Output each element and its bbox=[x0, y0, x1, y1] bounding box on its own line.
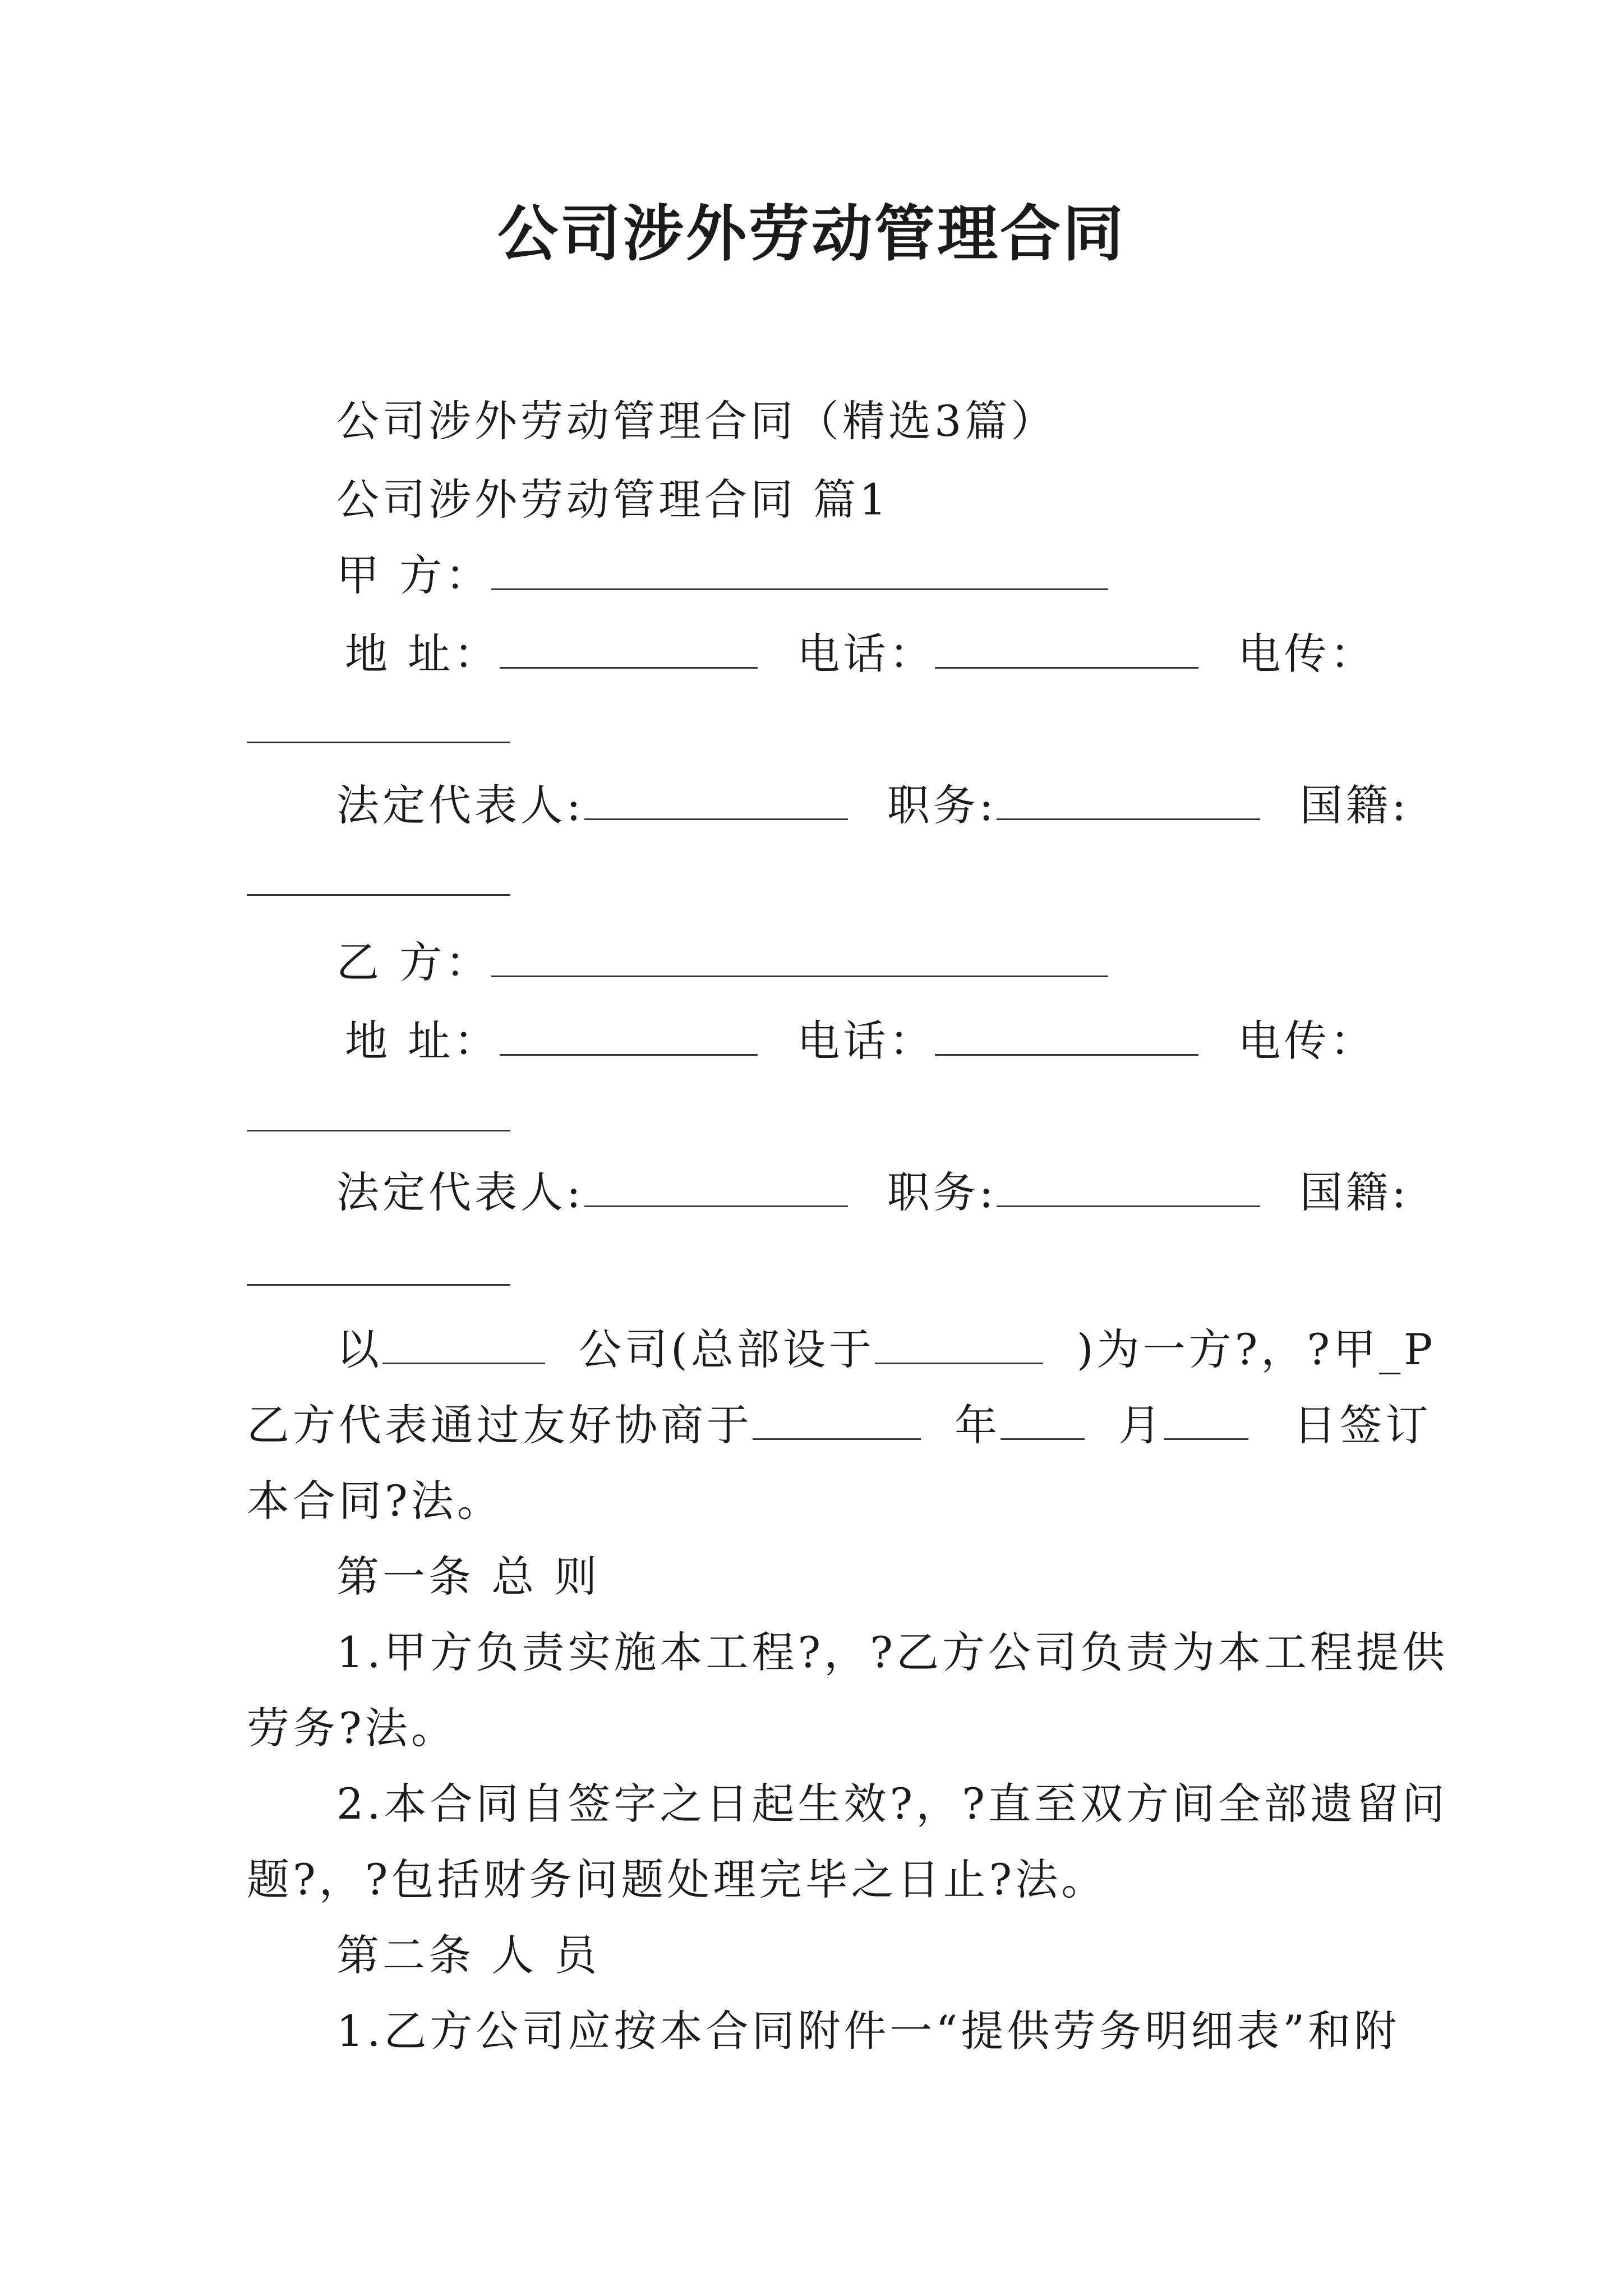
party-a-name-field[interactable] bbox=[491, 555, 1108, 590]
party-b-rep-label: 法定代表人: bbox=[336, 1167, 584, 1217]
article-1-item-1-cont: 劳务?法。 bbox=[247, 1703, 457, 1753]
intro-line-3: 本合同?法。 bbox=[247, 1476, 503, 1526]
article-1-title: 第一条 总 则 bbox=[336, 1552, 601, 1602]
subtitle: 公司涉外劳动管理合同（精选3篇） bbox=[336, 396, 1057, 446]
sign-year-field[interactable] bbox=[753, 1405, 921, 1440]
party-a-row bbox=[336, 541, 1108, 602]
sign-month-field[interactable] bbox=[1000, 1405, 1085, 1440]
intro-line-1 bbox=[336, 1315, 1436, 1377]
party-a-nationality-field[interactable] bbox=[247, 892, 510, 896]
party-b-position-label: 职务: bbox=[887, 1167, 997, 1217]
party-b-row bbox=[336, 928, 1108, 990]
intro-month-label: 月 bbox=[1118, 1400, 1165, 1450]
party-b-rep-field[interactable] bbox=[584, 1172, 848, 1207]
party-a-fax-label: 电传： bbox=[1238, 629, 1376, 679]
section-heading: 公司涉外劳动管理合同 篇1 bbox=[336, 475, 890, 524]
sign-day-field[interactable] bbox=[1164, 1405, 1248, 1440]
party-a-rep-label: 法定代表人: bbox=[336, 780, 584, 830]
intro-line-2 bbox=[247, 1391, 1432, 1452]
party-b-address-label: 地 址： bbox=[345, 1016, 500, 1066]
article-1-item-1: 1.甲方负责实施本工程?，?乙方公司负责为本工程提供 bbox=[336, 1627, 1449, 1677]
article-1-item-2: 2.本合同自签字之日起生效?，?直至双方间全部遗留问 bbox=[336, 1779, 1449, 1829]
intro-text-4: 乙方代表通过友好协商于 bbox=[247, 1400, 753, 1450]
party-a-contact-row bbox=[345, 620, 1376, 681]
party-b-nationality-label: 国籍: bbox=[1299, 1167, 1410, 1217]
party-a-position-field[interactable] bbox=[997, 785, 1260, 820]
party-b-fax-field[interactable] bbox=[247, 1128, 510, 1131]
party-a-phone-label: 电话： bbox=[797, 629, 935, 679]
intro-text-3: )为一方?，?甲_P bbox=[1077, 1324, 1436, 1374]
party-a-address-label: 地 址： bbox=[345, 629, 500, 679]
party-b-address-field[interactable] bbox=[500, 1020, 758, 1056]
article-1-item-2-cont: 题?，?包括财务问题处理完毕之日止?法。 bbox=[247, 1855, 1108, 1904]
document-title: 公司涉外劳动管理合同 bbox=[497, 199, 1126, 269]
party-a-rep-row bbox=[336, 771, 1409, 832]
party-b-rep-row bbox=[336, 1158, 1409, 1220]
party-b-contact-row bbox=[345, 1007, 1376, 1068]
article-2-item-1: 1.乙方公司应按本合同附件一“提供劳务明细表”和附 bbox=[336, 2006, 1400, 2056]
headquarters-field[interactable] bbox=[875, 1329, 1043, 1364]
party-a-label: 甲 方： bbox=[336, 550, 492, 600]
party-a-address-field[interactable] bbox=[500, 633, 758, 669]
party-a-fax-field[interactable] bbox=[247, 739, 510, 743]
party-b-fax-label: 电传： bbox=[1238, 1016, 1376, 1066]
party-a-rep-field[interactable] bbox=[584, 785, 848, 820]
party-b-nationality-field[interactable] bbox=[247, 1282, 510, 1286]
party-b-position-field[interactable] bbox=[997, 1172, 1260, 1207]
intro-text-1: 以 bbox=[336, 1324, 382, 1374]
article-2-title: 第二条 人 员 bbox=[336, 1930, 601, 1980]
party-a-nationality-label: 国籍: bbox=[1299, 780, 1410, 830]
party-a-position-label: 职务: bbox=[887, 780, 997, 830]
company-name-field[interactable] bbox=[382, 1329, 545, 1364]
party-a-phone-field[interactable] bbox=[935, 633, 1198, 669]
intro-text-2: 公司(总部设于 bbox=[579, 1324, 875, 1374]
intro-year-label: 年 bbox=[955, 1400, 1001, 1450]
party-b-phone-field[interactable] bbox=[935, 1020, 1198, 1056]
party-b-label: 乙 方： bbox=[336, 937, 492, 987]
party-b-phone-label: 电话： bbox=[797, 1016, 935, 1066]
intro-day-label: 日签订 bbox=[1293, 1400, 1432, 1450]
party-b-name-field[interactable] bbox=[491, 942, 1108, 977]
